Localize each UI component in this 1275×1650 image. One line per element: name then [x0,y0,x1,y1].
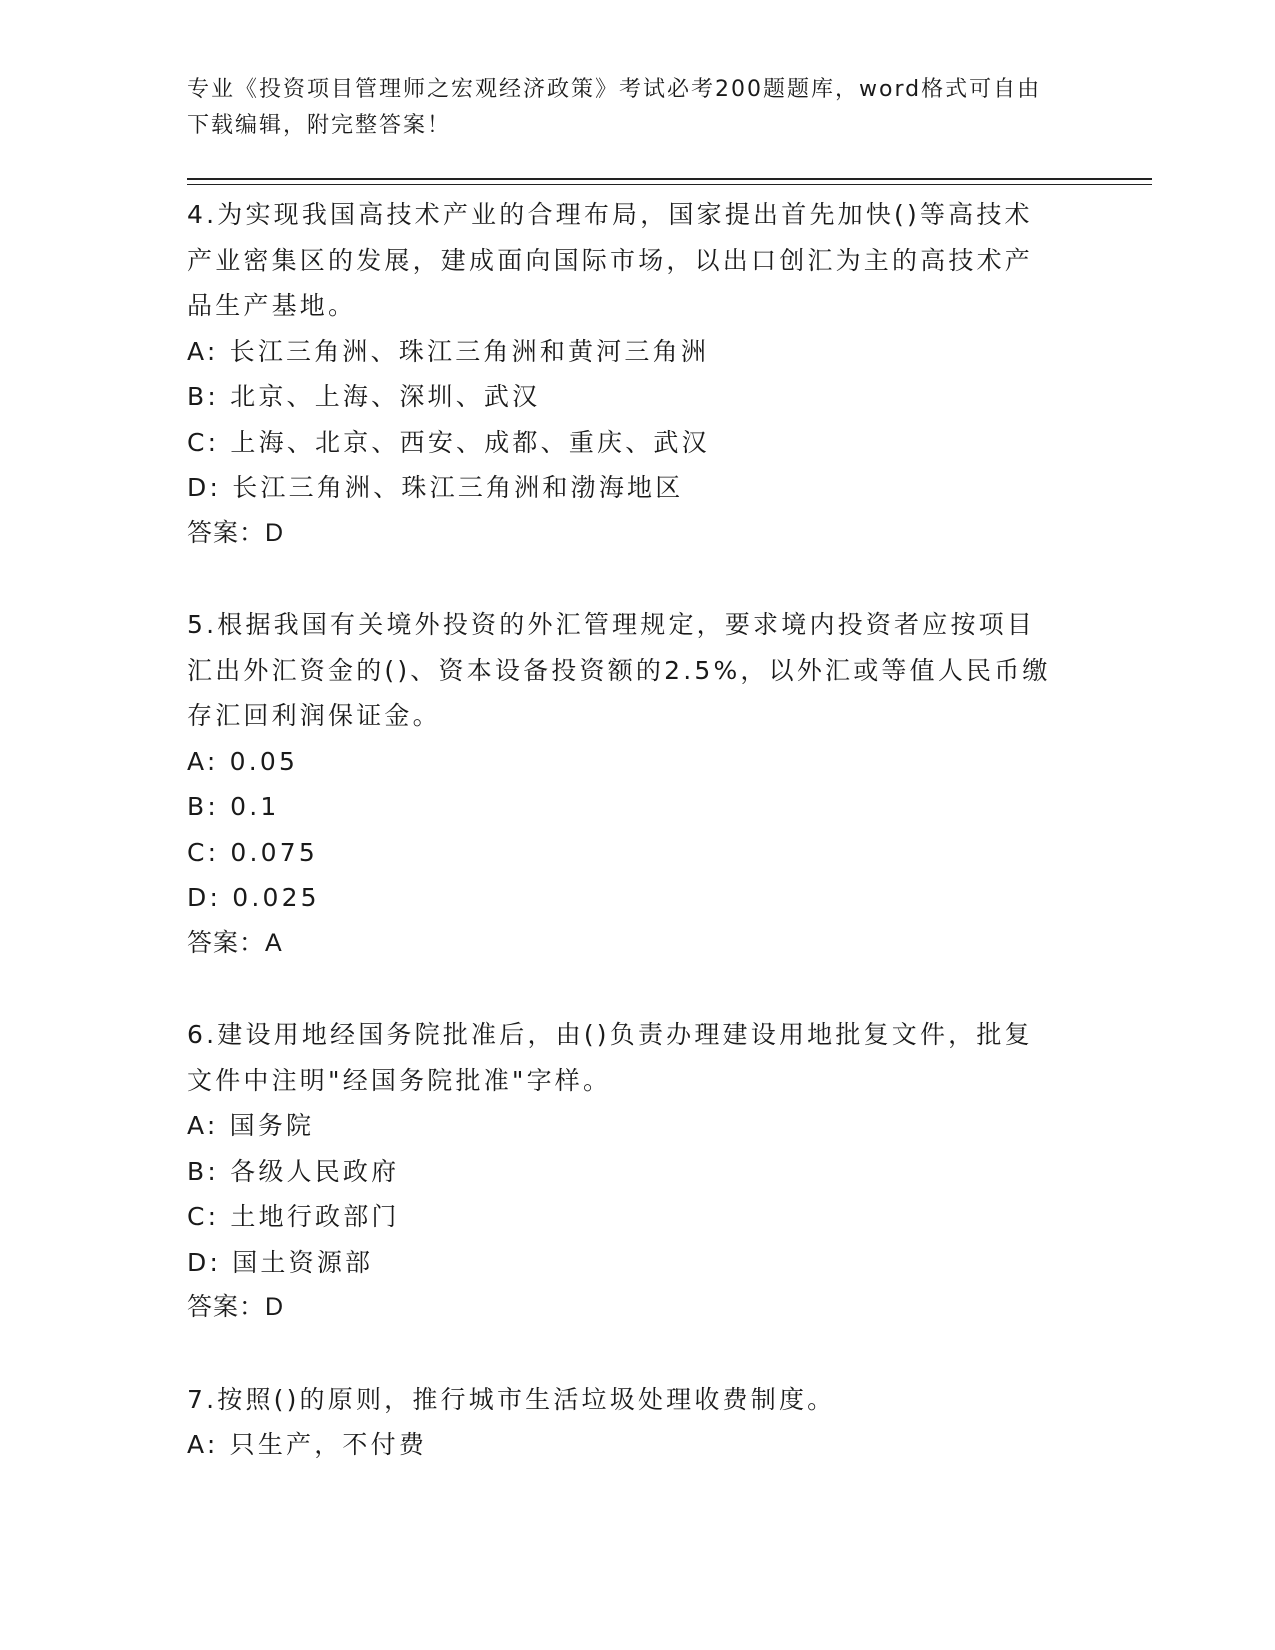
stem-line: 4.为实现我国高技术产业的合理布局，国家提出首先加快()等高技术 [187,200,1033,229]
header-divider-thick [187,178,1152,180]
question-stem [187,1377,1067,1423]
option-c: C: 上海、北京、西安、成都、重庆、武汉 [187,427,710,457]
option-a: A: 国务院 [187,1111,315,1140]
stem-line: 6.建设用地经国务院批准后，由()负责办理建设用地批复文件，批复 [187,1020,1033,1049]
option-a: A: 长江三角洲、珠江三角洲和黄河三角洲 [187,336,710,366]
option-b: B: 各级人民政府 [187,1156,400,1186]
stem-line: 汇出外汇资金的()、资本设备投资额的2.5%，以外汇或等值人民币缴 [187,655,1051,685]
stem-line: 5.根据我国有关境外投资的外汇管理规定，要求境内投资者应按项目 [187,610,1036,639]
question-stem [187,1012,1067,1103]
stem-line: 7.按照()的原则，推行城市生活垃圾处理收费制度。 [187,1384,836,1414]
option-d: D: 长江三角洲、珠江三角洲和渤海地区 [187,473,684,502]
header-line-2: 下载编辑，附完整答案！ [187,113,452,138]
option-b: B: 0.1 [187,792,280,821]
question-7 [187,1377,1067,1468]
question-4 [187,192,1067,556]
stem-line: 品生产基地。 [187,291,357,320]
stem-line: 文件中注明"经国务院批准"字样。 [187,1065,612,1095]
header-line-1: 专业《投资项目管理师之宏观经济政策》考试必考200题题库，word格式可自由 [187,77,1042,102]
option-d: D: 国土资源部 [187,1247,374,1277]
question-stem [187,192,1067,329]
answer-line: 答案：D [187,518,285,547]
option-a: A: 只生产，不付费 [187,1430,428,1459]
question-6 [187,1012,1067,1331]
document-header [187,72,1067,144]
question-stem [187,602,1067,739]
option-b: B: 北京、上海、深圳、武汉 [187,382,541,411]
stem-line: 存汇回利润保证金。 [187,701,441,730]
answer-line: 答案：A [187,928,283,957]
option-d: D: 0.025 [187,883,320,912]
option-a: A: 0.05 [187,746,299,776]
stem-line: 产业密集区的发展，建成面向国际市场，以出口创汇为主的高技术产 [187,245,1034,275]
answer-line: 答案：D [187,1293,285,1321]
question-5 [187,602,1067,966]
option-c: C: 0.075 [187,837,318,867]
header-divider-thin [187,184,1152,185]
option-c: C: 土地行政部门 [187,1202,400,1231]
question-list [187,192,1067,1468]
